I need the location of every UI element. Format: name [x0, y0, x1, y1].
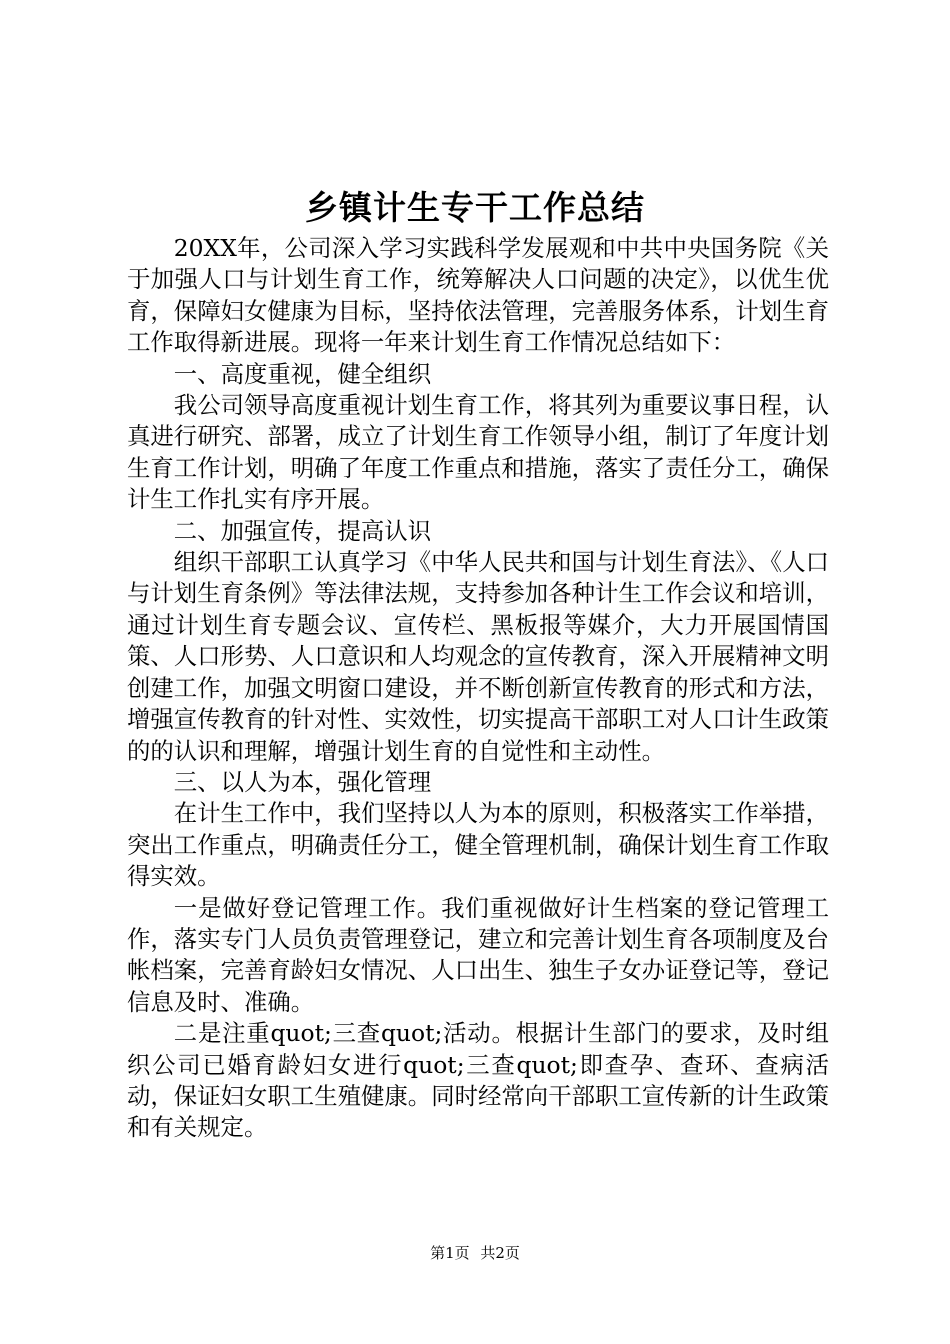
section-3-paragraph: 在计生工作中，我们坚持以人为本的原则，积极落实工作举措，突出工作重点，明确责任分工，健全管理机制，确保计划生育工作取得实效。 [127, 799, 829, 891]
section-heading-3: 三、以人为本，强化管理 [173, 767, 432, 796]
section-heading-2: 二、加强宣传，提高认识 [173, 516, 432, 545]
intro-paragraph: 20XX年，公司深入学习实践科学发展观和中共中央国务院《关于加强人口与计划生育工作，统筹解决人口问题的决定》，以优生优育，保障妇女健康为目标，坚持依法管理，完善服务体系，计划生育工作取得新进展。现将一年来计划生育工作情况总结如下： [127, 234, 829, 357]
page-number: 第1页 [430, 1244, 470, 1262]
registration-paragraph: 一是做好登记管理工作。我们重视做好计生档案的登记管理工作，落实专门人员负责管理登记，建立和完善计划生育各项制度及台帐档案，完善育龄妇女情况、人口出生、独生子女办证登记等，登记信息及时、准确。 [127, 893, 829, 1016]
document-body [127, 233, 829, 1144]
page-footer [0, 1243, 950, 1263]
three-checks-paragraph: 二是注重quot;三查quot;活动。根据计生部门的要求，及时组织公司已婚育龄妇女进行quot;三查quot;即查孕、查环、查病活动，保证妇女职工生殖健康。同时经常向干部职工宣传新的计生政策和有关规定。 [127, 1019, 829, 1142]
document-title: 乡镇计生专干工作总结 [305, 188, 645, 227]
section-heading-1: 一、高度重视，健全组织 [173, 359, 432, 388]
section-1-paragraph: 我公司领导高度重视计划生育工作，将其列为重要议事日程，认真进行研究、部署，成立了计划生育工作领导小组，制订了年度计划生育工作计划，明确了年度工作重点和措施，落实了责任分工，确保计生工作扎实有序开展。 [127, 391, 829, 514]
section-2-paragraph: 组织干部职工认真学习《中华人民共和国与计划生育法》、《人口与计划生育条例》等法律法规，支持参加各种计生工作会议和培训，通过计划生育专题会议、宣传栏、黑板报等媒介，大力开展国情国策、人口形势、人口意识和人均观念的宣传教育，深入开展精神文明创建工作，加强文明窗口建设，并不断创新宣传教育的形式和方法，增强宣传教育的针对性、实效性，切实提高干部职工对人口计生政策的的认识和理解，增强计划生育的自觉性和主动性。 [127, 548, 829, 765]
page-total: 共2页 [480, 1244, 520, 1262]
